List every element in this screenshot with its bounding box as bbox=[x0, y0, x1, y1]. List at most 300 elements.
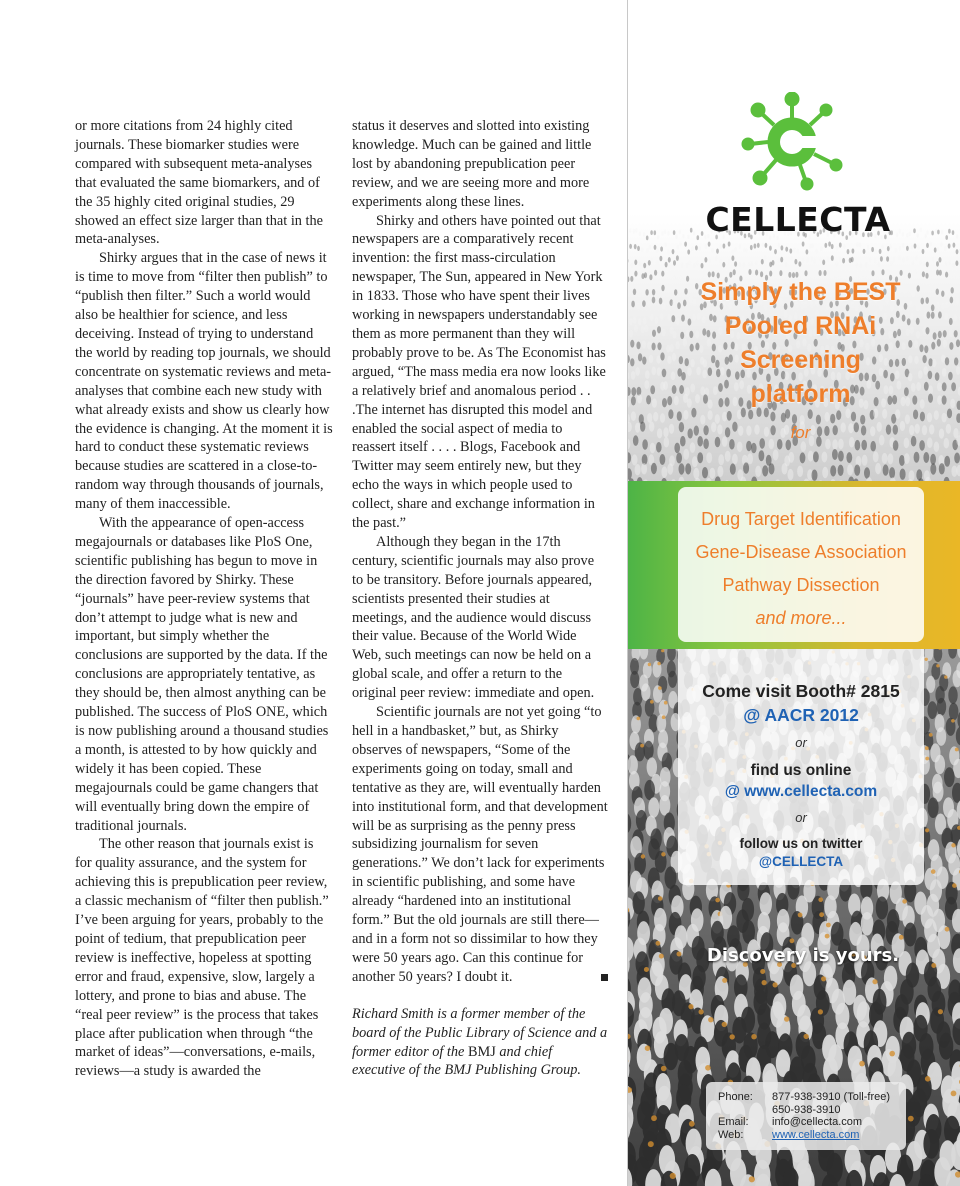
penguin-beak-shape bbox=[925, 658, 928, 661]
penguin-shape bbox=[808, 451, 814, 462]
penguin-beak-shape bbox=[662, 715, 666, 719]
penguin-shape bbox=[676, 245, 679, 250]
penguin-beak-shape bbox=[689, 1121, 695, 1127]
penguin-shape bbox=[659, 256, 662, 262]
penguin-beak-shape bbox=[705, 1065, 711, 1071]
penguin-shape bbox=[843, 244, 846, 249]
ad-tagline: Discovery is yours. bbox=[706, 945, 900, 966]
penguin-shape bbox=[648, 245, 651, 250]
penguin-shape bbox=[769, 463, 775, 474]
penguin-shape bbox=[862, 455, 868, 466]
penguin-shape bbox=[761, 259, 764, 265]
penguin-shape bbox=[687, 249, 690, 254]
penguin-beak-shape bbox=[952, 883, 957, 888]
penguin-shape bbox=[661, 466, 667, 477]
paragraph: status it deserves and slotted into existing knowledge. Much can be gained and little lost by abandoning prepublication peer review, and we are seeing more and more experiments along these lines. bbox=[352, 118, 592, 210]
penguin-shape bbox=[948, 243, 951, 248]
feature-item: Gene-Disease Association bbox=[695, 542, 907, 562]
penguin-shape bbox=[656, 259, 659, 265]
penguin-shape bbox=[835, 261, 838, 267]
penguin-shape bbox=[739, 244, 742, 249]
penguin-shape bbox=[667, 249, 670, 254]
penguin-shape bbox=[899, 245, 902, 250]
penguin-shape bbox=[722, 262, 725, 268]
penguin-beak-shape bbox=[773, 982, 778, 987]
penguin-beak-shape bbox=[661, 852, 665, 856]
penguin-beak-shape bbox=[664, 701, 668, 705]
penguin-shape bbox=[846, 452, 852, 463]
penguin-shape bbox=[747, 453, 753, 464]
phone-tollfree: 877-938-3910 (Toll-free) bbox=[772, 1091, 891, 1103]
penguin-shape bbox=[632, 454, 638, 465]
penguin-shape bbox=[676, 453, 682, 464]
penguin-shape bbox=[634, 244, 637, 249]
penguin-shape bbox=[646, 248, 649, 253]
penguin-shape bbox=[923, 452, 929, 463]
penguin-shape bbox=[778, 243, 781, 248]
penguin-shape bbox=[890, 261, 893, 267]
penguin-shape bbox=[847, 249, 850, 254]
penguin-shape bbox=[811, 256, 814, 262]
penguin-shape bbox=[932, 257, 935, 263]
penguin-shape bbox=[641, 247, 644, 252]
penguin-shape bbox=[725, 451, 731, 462]
penguin-shape bbox=[836, 246, 839, 251]
penguin-shape bbox=[629, 244, 632, 249]
penguin-beak-shape bbox=[929, 733, 933, 737]
feature-item: Drug Target Identification bbox=[701, 509, 901, 529]
penguin-shape bbox=[630, 262, 633, 268]
penguin-shape bbox=[879, 249, 882, 254]
penguin-shape bbox=[936, 246, 939, 251]
penguin-shape bbox=[643, 263, 646, 269]
penguin-shape bbox=[839, 257, 842, 263]
penguin-beak-shape bbox=[804, 1034, 809, 1039]
penguin-shape bbox=[956, 727, 960, 746]
penguin-beak-shape bbox=[661, 649, 664, 652]
penguin-shape bbox=[702, 467, 708, 478]
penguin-beak-shape bbox=[872, 979, 877, 984]
penguin-shape bbox=[660, 454, 666, 465]
penguin-beak-shape bbox=[889, 1051, 895, 1057]
or-text: or bbox=[795, 735, 807, 750]
penguin-shape bbox=[708, 242, 711, 247]
penguin-beak-shape bbox=[749, 1176, 755, 1182]
penguin-beak-shape bbox=[722, 978, 727, 983]
paragraph: or more citations from 24 highly cited journals. These biomarker studies were compared with subsequent meta-analyses that evaluated the same biomarkers, and of the 35 highly cited original studies, 29 showed an effect size larger than that in the meta-analyses. bbox=[75, 118, 323, 248]
penguin-shape bbox=[825, 412, 830, 422]
penguin-beak-shape bbox=[650, 700, 654, 704]
penguin-shape bbox=[934, 442, 940, 453]
penguin-beak-shape bbox=[818, 1009, 823, 1014]
twitter-handle-link[interactable]: @CELLECTA bbox=[758, 854, 844, 869]
penguin-shape bbox=[664, 1043, 679, 1071]
penguin-shape bbox=[745, 248, 748, 253]
headline-line: platform bbox=[750, 380, 851, 408]
penguin-shape bbox=[838, 465, 844, 476]
penguin-shape bbox=[650, 443, 656, 454]
penguin-shape bbox=[934, 410, 939, 420]
penguin-shape bbox=[831, 255, 834, 261]
penguin-shape bbox=[688, 259, 691, 265]
penguin-beak-shape bbox=[945, 927, 950, 932]
penguin-shape bbox=[910, 245, 913, 250]
penguin-beak-shape bbox=[699, 1009, 704, 1014]
penguin-shape bbox=[871, 247, 874, 252]
penguin-shape bbox=[696, 260, 699, 266]
penguin-shape bbox=[895, 247, 898, 252]
penguin-shape bbox=[684, 242, 687, 247]
penguin-shape bbox=[936, 261, 939, 267]
penguin-shape bbox=[926, 243, 929, 248]
penguin-shape bbox=[820, 246, 823, 251]
email-value[interactable]: info@cellecta.com bbox=[772, 1116, 863, 1129]
penguin-shape bbox=[691, 246, 694, 251]
penguin-shape bbox=[731, 249, 734, 254]
penguin-shape bbox=[716, 249, 719, 254]
penguin-shape bbox=[793, 247, 796, 252]
penguin-shape bbox=[692, 456, 698, 467]
penguin-shape bbox=[788, 452, 794, 463]
paragraph: The other reason that journals exist is for quality assurance, and the system for achieving this is prepublication peer review, a classic mechanism of “filter then publish.” I’ve been arguing for years, probably to the point of tedium, that prepublication peer review is ineffective, hopeless at spotting error and fraud, expensive, slow, largely a lottery, and prone to bias and abuse. The “real peer review” is the process that takes place after publication when through “the market of ideas”—conversations, e-mails, reviews—a study is awarded the bbox=[75, 836, 329, 1080]
penguin-shape bbox=[706, 452, 712, 463]
penguin-shape bbox=[928, 797, 939, 818]
feature-more: and more... bbox=[755, 608, 847, 628]
penguin-shape bbox=[761, 242, 764, 247]
penguin-shape bbox=[754, 243, 757, 248]
penguin-beak-shape bbox=[651, 1115, 657, 1121]
penguin-shape bbox=[948, 686, 957, 704]
penguin-beak-shape bbox=[859, 1061, 865, 1067]
penguin-shape bbox=[628, 452, 631, 463]
penguin-shape bbox=[855, 262, 858, 268]
phone-label: Phone: bbox=[718, 1091, 753, 1103]
bio-text: Richard Smith is a former member of the board of the Public Library of Science and a former editor of the bbox=[352, 1005, 608, 1060]
penguin-shape bbox=[679, 463, 685, 474]
penguin-shape bbox=[651, 463, 657, 474]
penguin-shape bbox=[728, 259, 731, 265]
penguin-shape bbox=[765, 243, 768, 248]
penguin-shape bbox=[794, 259, 797, 265]
penguin-shape bbox=[731, 255, 734, 261]
email-label: Email: bbox=[718, 1116, 749, 1129]
penguin-shape bbox=[737, 442, 743, 453]
penguin-shape bbox=[812, 470, 818, 481]
penguin-shape bbox=[718, 454, 724, 465]
penguin-shape bbox=[899, 455, 905, 466]
web-link[interactable]: www.cellecta.com bbox=[772, 1128, 860, 1141]
penguin-shape bbox=[719, 258, 722, 264]
penguin-shape bbox=[928, 701, 938, 719]
penguin-shape bbox=[863, 249, 866, 254]
penguin-shape bbox=[732, 454, 738, 465]
penguin-beak-shape bbox=[908, 1116, 914, 1122]
penguin-beak-shape bbox=[658, 686, 662, 690]
penguin-shape bbox=[822, 260, 825, 266]
article-left-column bbox=[75, 117, 333, 1081]
penguin-beak-shape bbox=[715, 898, 720, 903]
penguin-shape bbox=[956, 413, 960, 423]
penguin-shape bbox=[727, 411, 732, 421]
cellecta-logo-icon bbox=[740, 92, 846, 192]
penguin-shape bbox=[785, 247, 788, 252]
penguin-shape bbox=[790, 256, 793, 262]
penguin-shape bbox=[920, 412, 925, 422]
bio-journal: BMJ bbox=[467, 1043, 496, 1060]
penguin-shape bbox=[680, 262, 683, 268]
penguin-shape bbox=[942, 413, 947, 423]
penguin-shape bbox=[770, 412, 775, 422]
penguin-shape bbox=[631, 411, 636, 421]
penguin-shape bbox=[911, 260, 914, 266]
headline-line: Pooled RNAi bbox=[724, 312, 877, 340]
penguin-shape bbox=[945, 260, 948, 266]
penguin-shape bbox=[914, 243, 917, 248]
penguin-shape bbox=[630, 671, 639, 688]
penguin-shape bbox=[824, 243, 827, 248]
penguin-shape bbox=[679, 242, 682, 247]
paragraph: Shirky argues that in the case of news it is time to move from “filter then publish” to “publish then filter.” Such a world would also be healthier for science, and less deceiving. Instead of trying to understand the world by reading top journals, we should concentrate on systematic reviews and meta-analyses that combine each new study with what already exists and show us clearly how the evidence is changing. At the moment it is hard to conduct these systematic reviews because studies are scattered in a close-to-random way through thousands of journals, many of them inaccessible. bbox=[75, 250, 333, 513]
penguin-shape bbox=[755, 466, 761, 477]
penguin-shape bbox=[723, 243, 726, 248]
penguin-shape bbox=[764, 255, 767, 261]
penguin-shape bbox=[889, 467, 895, 478]
penguin-beak-shape bbox=[640, 744, 644, 748]
penguin-shape bbox=[673, 260, 676, 266]
penguin-shape bbox=[906, 246, 909, 251]
penguin-shape bbox=[708, 258, 711, 264]
penguin-beak-shape bbox=[657, 662, 660, 665]
bio-text-end: and chief executive of the BMJ Publishing Group. bbox=[352, 1043, 581, 1079]
penguin-shape bbox=[936, 727, 946, 746]
web-label: Web: bbox=[718, 1128, 744, 1141]
penguin-shape bbox=[904, 453, 910, 464]
penguin-shape bbox=[874, 249, 877, 254]
penguin-shape bbox=[743, 262, 746, 268]
penguin-shape bbox=[906, 256, 909, 262]
penguin-shape bbox=[813, 258, 816, 264]
penguin-beak-shape bbox=[899, 935, 904, 940]
penguin-beak-shape bbox=[925, 757, 929, 761]
penguin-beak-shape bbox=[951, 1091, 957, 1097]
penguin-beak-shape bbox=[938, 1009, 943, 1014]
penguin-shape bbox=[886, 256, 889, 262]
penguin-shape bbox=[861, 912, 874, 936]
penguin-shape bbox=[838, 451, 844, 462]
penguin-shape bbox=[842, 258, 845, 264]
penguin-shape bbox=[831, 244, 834, 249]
penguin-shape bbox=[948, 260, 951, 266]
penguin-shape bbox=[922, 249, 925, 254]
penguin-shape bbox=[836, 410, 841, 420]
penguin-shape bbox=[728, 241, 731, 246]
penguin-shape bbox=[674, 443, 680, 454]
penguin-beak-shape bbox=[688, 1004, 693, 1009]
penguin-beak-shape bbox=[936, 664, 939, 667]
penguin-shape bbox=[717, 466, 723, 477]
penguin-shape bbox=[800, 452, 806, 463]
penguin-shape bbox=[873, 451, 879, 462]
penguin-beak-shape bbox=[825, 934, 830, 939]
features-box bbox=[678, 487, 924, 642]
penguin-shape bbox=[760, 892, 772, 915]
penguin-shape bbox=[780, 257, 783, 263]
penguin-beak-shape bbox=[751, 1034, 756, 1039]
headline-line: Screening bbox=[740, 346, 861, 374]
penguin-shape bbox=[644, 780, 655, 800]
penguin-shape bbox=[730, 463, 736, 474]
penguin-shape bbox=[668, 257, 671, 263]
penguin-shape bbox=[648, 260, 651, 266]
penguin-shape bbox=[881, 244, 884, 249]
penguin-shape bbox=[830, 465, 836, 476]
contact-callout bbox=[678, 649, 924, 885]
penguin-shape bbox=[755, 260, 758, 266]
paragraph-last bbox=[352, 703, 608, 987]
penguin-shape bbox=[777, 257, 780, 263]
ad-headline bbox=[628, 275, 960, 411]
penguin-beak-shape bbox=[951, 719, 955, 723]
penguin-shape bbox=[683, 410, 688, 420]
penguin-beak-shape bbox=[784, 1016, 789, 1021]
penguin-shape bbox=[641, 683, 650, 701]
penguin-shape bbox=[639, 260, 642, 266]
booth-text: Come visit Booth# 2815 bbox=[702, 681, 900, 701]
penguin-shape bbox=[952, 783, 960, 803]
penguin-shape bbox=[664, 242, 667, 247]
penguin-shape bbox=[697, 452, 703, 463]
penguin-shape bbox=[806, 257, 809, 263]
penguin-beak-shape bbox=[670, 1173, 676, 1179]
penguin-shape bbox=[660, 246, 663, 251]
penguin-shape bbox=[882, 453, 888, 464]
penguin-beak-shape bbox=[925, 1076, 931, 1082]
penguin-shape bbox=[828, 241, 831, 246]
penguin-beak-shape bbox=[790, 938, 795, 943]
penguin-beak-shape bbox=[931, 869, 936, 874]
penguin-shape bbox=[722, 412, 727, 422]
penguin-shape bbox=[953, 670, 960, 687]
penguin-beak-shape bbox=[925, 746, 929, 750]
brand-name: CELLECTA bbox=[705, 200, 891, 239]
penguin-shape bbox=[644, 741, 654, 760]
penguin-beak-shape bbox=[951, 843, 955, 847]
penguin-shape bbox=[693, 468, 699, 479]
penguin-beak-shape bbox=[821, 976, 826, 981]
penguin-shape bbox=[930, 454, 936, 465]
penguin-shape bbox=[939, 463, 945, 474]
penguin-shape bbox=[877, 261, 880, 267]
penguin-beak-shape bbox=[818, 897, 823, 902]
penguin-shape bbox=[914, 452, 920, 463]
penguin-shape bbox=[650, 257, 653, 263]
penguin-shape bbox=[937, 698, 947, 716]
twitter-text: follow us on twitter bbox=[739, 836, 863, 851]
penguin-shape bbox=[952, 263, 955, 269]
paragraph: Shirky and others have pointed out that newspapers are a comparatively recent invention: the first mass-circulation newspaper, The Sun, appeared in New York in 1833. Those who have spent their lives working in newspapers understandably see them as more permanent than they will probably prove to be. As The Economist has argued, “The mass media era now looks like a relatively brief and anomalous period . . .The internet has disrupted this model and enabled the social aspect of media to reassert itself . . . . Blogs, Facebook and Twitter may seem entirely new, but they echo the ways in which people used to collect, share and exchange information in the past.” bbox=[352, 212, 606, 532]
penguin-shape bbox=[734, 247, 737, 252]
penguin-shape bbox=[656, 248, 659, 253]
penguin-shape bbox=[935, 755, 945, 774]
penguin-beak-shape bbox=[760, 969, 765, 974]
penguin-shape bbox=[708, 410, 713, 420]
feature-item: Pathway Dissection bbox=[722, 575, 880, 595]
penguin-shape bbox=[811, 243, 814, 248]
penguin-beak-shape bbox=[762, 980, 767, 985]
penguin-shape bbox=[734, 261, 737, 267]
penguin-shape bbox=[926, 262, 929, 268]
penguin-shape bbox=[956, 465, 960, 476]
penguin-shape bbox=[944, 456, 950, 467]
penguin-beak-shape bbox=[648, 1141, 654, 1147]
or-text: or bbox=[795, 810, 807, 825]
penguin-shape bbox=[851, 412, 856, 422]
penguin-shape bbox=[883, 464, 889, 475]
penguin-shape bbox=[874, 258, 877, 264]
website-link[interactable]: @ www.cellecta.com bbox=[724, 783, 878, 800]
penguin-shape bbox=[856, 242, 859, 247]
penguin-shape bbox=[672, 249, 675, 254]
penguin-shape bbox=[847, 464, 853, 475]
penguin-shape bbox=[628, 468, 632, 479]
penguin-shape bbox=[782, 463, 788, 474]
penguin-beak-shape bbox=[648, 663, 651, 666]
penguin-shape bbox=[867, 245, 870, 250]
penguin-shape bbox=[676, 255, 679, 261]
penguin-beak-shape bbox=[798, 913, 803, 918]
penguin-shape bbox=[704, 257, 707, 263]
penguin-shape bbox=[654, 245, 657, 250]
penguin-shape bbox=[709, 468, 715, 479]
penguin-beak-shape bbox=[955, 748, 959, 752]
online-text: find us online bbox=[750, 762, 852, 779]
penguin-shape bbox=[769, 246, 772, 251]
penguin-shape bbox=[796, 248, 799, 253]
penguin-shape bbox=[888, 453, 894, 464]
penguin-shape bbox=[917, 245, 920, 250]
penguin-shape bbox=[875, 463, 881, 474]
penguin-shape bbox=[851, 257, 854, 263]
penguin-shape bbox=[955, 260, 958, 266]
penguin-beak-shape bbox=[902, 899, 907, 904]
penguin-shape bbox=[637, 246, 640, 251]
penguin-shape bbox=[869, 257, 872, 263]
penguin-shape bbox=[660, 413, 665, 423]
penguin-shape bbox=[819, 257, 822, 263]
penguin-shape bbox=[711, 248, 714, 253]
penguin-beak-shape bbox=[944, 675, 947, 678]
penguin-shape bbox=[750, 245, 753, 250]
penguin-shape bbox=[919, 260, 922, 266]
penguin-shape bbox=[647, 413, 652, 423]
penguin-shape bbox=[797, 466, 803, 477]
penguin-shape bbox=[641, 463, 647, 474]
penguin-shape bbox=[698, 246, 701, 251]
penguin-shape bbox=[923, 1129, 939, 1159]
penguin-shape bbox=[665, 262, 668, 268]
penguin-beak-shape bbox=[819, 912, 824, 917]
penguin-shape bbox=[822, 452, 828, 463]
penguin-shape bbox=[695, 245, 698, 250]
penguin-shape bbox=[685, 463, 691, 474]
penguin-shape bbox=[902, 257, 905, 263]
penguin-shape bbox=[815, 248, 818, 253]
penguin-shape bbox=[653, 412, 658, 422]
phone-local: 650-938-3910 bbox=[772, 1103, 841, 1116]
penguin-shape bbox=[693, 263, 696, 269]
paragraph: Although they began in the 17th century, scientific journals may also prove to be transitory. Before journals appeared, scientists presented their studies at meetings, and the audience would discuss their value. Because of the World Wide Web, such meetings can now be held on a global scale, and offer a return to the original peer review: immediate and open. bbox=[352, 533, 595, 702]
penguin-shape bbox=[954, 453, 960, 464]
